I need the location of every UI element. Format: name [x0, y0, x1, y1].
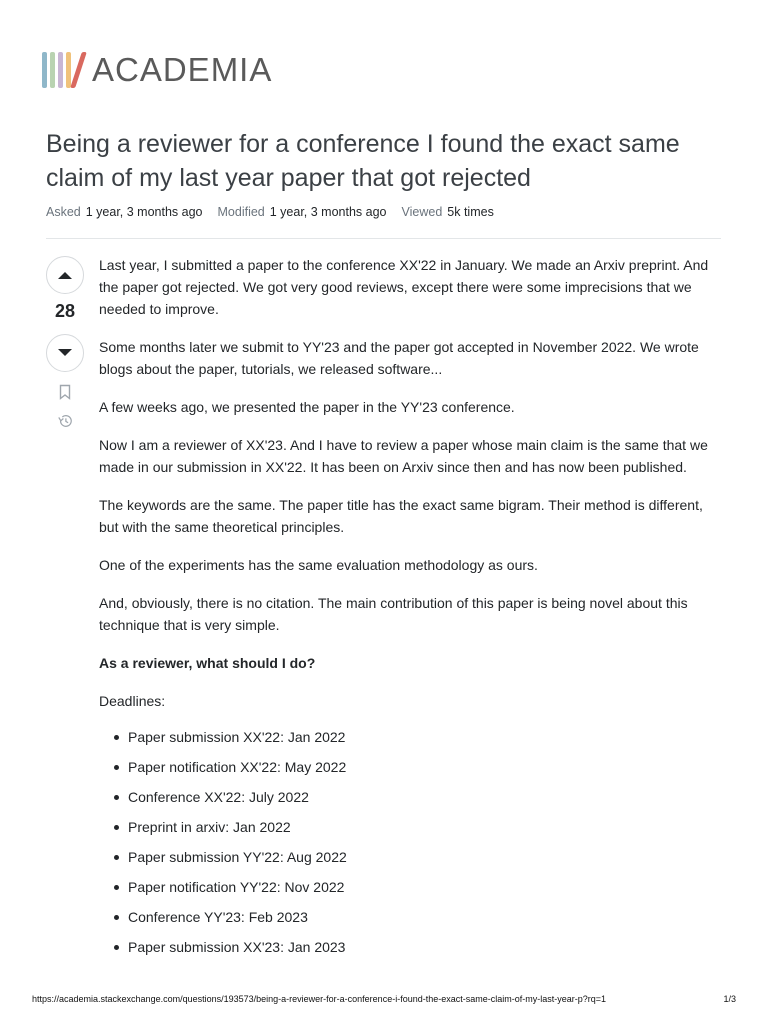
downvote-button[interactable]	[46, 334, 84, 372]
arrow-up-icon	[57, 270, 73, 280]
list-item: Preprint in arxiv: Jan 2022	[99, 816, 709, 838]
bookmark-icon	[59, 384, 71, 400]
list-item: Paper notification YY'22: Nov 2022	[99, 876, 709, 898]
asked-label: Asked	[46, 205, 81, 219]
print-url: https://academia.stackexchange.com/questions/193573/being-a-reviewer-for-a-conference-i-found-the-exact-same-claim-of-my-last-year-p?rq=1	[32, 994, 607, 1004]
body-paragraph: Last year, I submitted a paper to the conference XX'22 in January. We made an Arxiv preprint. And the paper got rejected. We got very good reviews, except there were some imprecisions that we needed to improve.	[99, 257, 709, 317]
question-body	[99, 254, 709, 966]
logo-mark-icon	[40, 50, 86, 90]
list-item: Paper submission XX'23: Jan 2023	[99, 936, 709, 958]
logo-bar	[50, 52, 55, 88]
viewed-value: 5k times	[447, 205, 494, 219]
timeline-button[interactable]	[57, 413, 73, 429]
list-item: Paper notification XX'22: May 2022	[99, 756, 709, 778]
body-paragraph: And, obviously, there is no citation. The main contribution of this paper is being novel about this technique that is very simple.	[99, 595, 688, 633]
bookmark-button[interactable]	[57, 384, 73, 400]
site-logo[interactable]	[40, 50, 272, 90]
body-paragraph: One of the experiments has the same evaluation methodology as ours.	[99, 557, 538, 573]
list-item: Conference XX'22: July 2022	[99, 786, 709, 808]
question-meta	[46, 205, 509, 219]
history-icon	[57, 412, 73, 430]
list-item: Paper submission YY'22: Aug 2022	[99, 846, 709, 868]
viewed-label: Viewed	[401, 205, 443, 219]
page-number: 1/3	[723, 994, 736, 1004]
modified-value[interactable]: 1 year, 3 months ago	[269, 205, 387, 219]
deadlines-list	[99, 726, 709, 958]
body-paragraph: The keywords are the same. The paper title has the exact same bigram. Their method is different, but with the same theoretical principles.	[99, 497, 703, 535]
logo-bar	[42, 52, 47, 88]
question-emphasis: As a reviewer, what should I do?	[99, 655, 316, 671]
upvote-button[interactable]	[46, 256, 84, 294]
header-divider	[46, 238, 721, 239]
body-paragraph: Now I am a reviewer of XX'23. And I have to review a paper whose main claim is the same that we made in our submission in XX'22. It has been on Arxiv since then and has now been published.	[99, 437, 708, 475]
list-item: Paper submission XX'22: Jan 2022	[99, 726, 709, 748]
modified-label: Modified	[217, 205, 265, 219]
logo-bar	[58, 52, 63, 88]
vote-count: 28	[54, 301, 76, 321]
logo-bar	[70, 52, 87, 88]
logo-text: ACADEMIA	[92, 51, 273, 88]
body-paragraph: Some months later we submit to YY'23 and the paper got accepted in November 2022. We wrote blogs about the paper, tutorials, we released software...	[99, 339, 699, 377]
body-paragraph: A few weeks ago, we presented the paper in the YY'23 conference.	[99, 399, 515, 415]
asked-value[interactable]: 1 year, 3 months ago	[85, 205, 203, 219]
logo-bar	[66, 52, 71, 88]
arrow-down-icon	[57, 348, 73, 358]
deadlines-label: Deadlines:	[99, 693, 166, 709]
list-item: Conference YY'23: Feb 2023	[99, 906, 709, 928]
question-title[interactable]: Being a reviewer for a conference I found the exact same claim of my last year paper that got rejected	[46, 130, 680, 192]
